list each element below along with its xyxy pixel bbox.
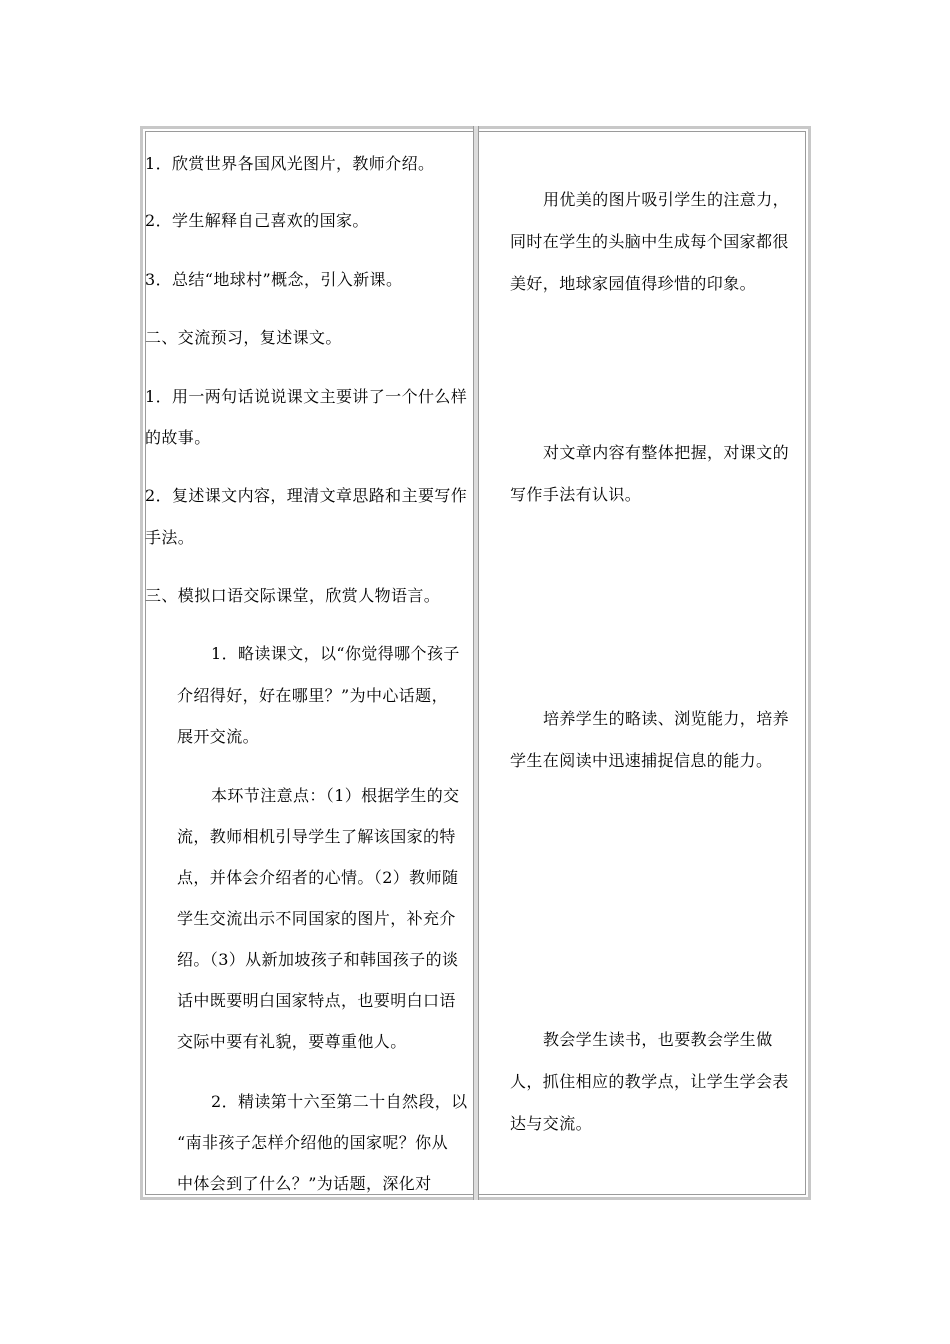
note-line: 交际中要有礼貌，要尊重他人。: [177, 1032, 407, 1051]
activity-line: 介绍得好，好在哪里？”为中心话题，: [177, 686, 448, 705]
activity-line: 1．略读课文，以“你觉得哪个孩子: [211, 644, 460, 663]
activity-line: 手法。: [145, 528, 195, 547]
note-line: 绍。（3）从新加坡孩子和韩国孩子的谈: [177, 950, 459, 969]
intent-line: 达与交流。: [510, 1114, 593, 1133]
intent-line: 同时在学生的头脑中生成每个国家都很: [510, 232, 789, 251]
intent-line: 对文章内容有整体把握，对课文的: [543, 443, 790, 462]
note-line: 本环节注意点：（1）根据学生的交: [211, 786, 460, 805]
intent-line: 教会学生读书，也要教会学生做: [543, 1030, 773, 1049]
activity-line: 展开交流。: [177, 727, 260, 746]
section-heading: 二、交流预习，复述课文。: [145, 328, 342, 347]
column-divider: [473, 126, 479, 1200]
intent-line: 学生在阅读中迅速捕捉信息的能力。: [510, 751, 773, 770]
note-line: 话中既要明白国家特点，也要明白口语: [177, 991, 456, 1010]
intent-line: 用优美的图片吸引学生的注意力，: [543, 190, 790, 209]
activity-line: 2．学生解释自己喜欢的国家。: [145, 211, 369, 230]
activity-line: 2．精读第十六至第二十自然段，以: [211, 1092, 468, 1111]
activity-line: “南非孩子怎样介绍他的国家呢？你从: [177, 1133, 448, 1152]
note-line: 学生交流出示不同国家的图片，补充介: [177, 909, 456, 928]
section-heading: 三、模拟口语交际课堂，欣赏人物语言。: [145, 586, 441, 605]
intent-line: 写作手法有认识。: [510, 485, 642, 504]
activity-line: 1．欣赏世界各国风光图片，教师介绍。: [145, 154, 435, 173]
intent-line: 美好，地球家园值得珍惜的印象。: [510, 274, 757, 293]
intent-line: 培养学生的略读、浏览能力，培养: [543, 709, 790, 728]
activity-line: 1．用一两句话说说课文主要讲了一个什么样: [145, 387, 468, 406]
activity-line: 的故事。: [145, 428, 211, 447]
activity-line: 中体会到了什么？”为话题，深化对: [177, 1174, 432, 1193]
note-line: 点，并体会介绍者的心情。（2）教师随: [177, 868, 459, 887]
note-line: 流，教师相机引导学生了解该国家的特: [177, 827, 456, 846]
activity-line: 3．总结“地球村”概念，引入新课。: [145, 270, 403, 289]
intent-line: 人，抓住相应的教学点，让学生学会表: [510, 1072, 789, 1091]
activity-line: 2．复述课文内容，理清文章思路和主要写作: [145, 486, 468, 505]
